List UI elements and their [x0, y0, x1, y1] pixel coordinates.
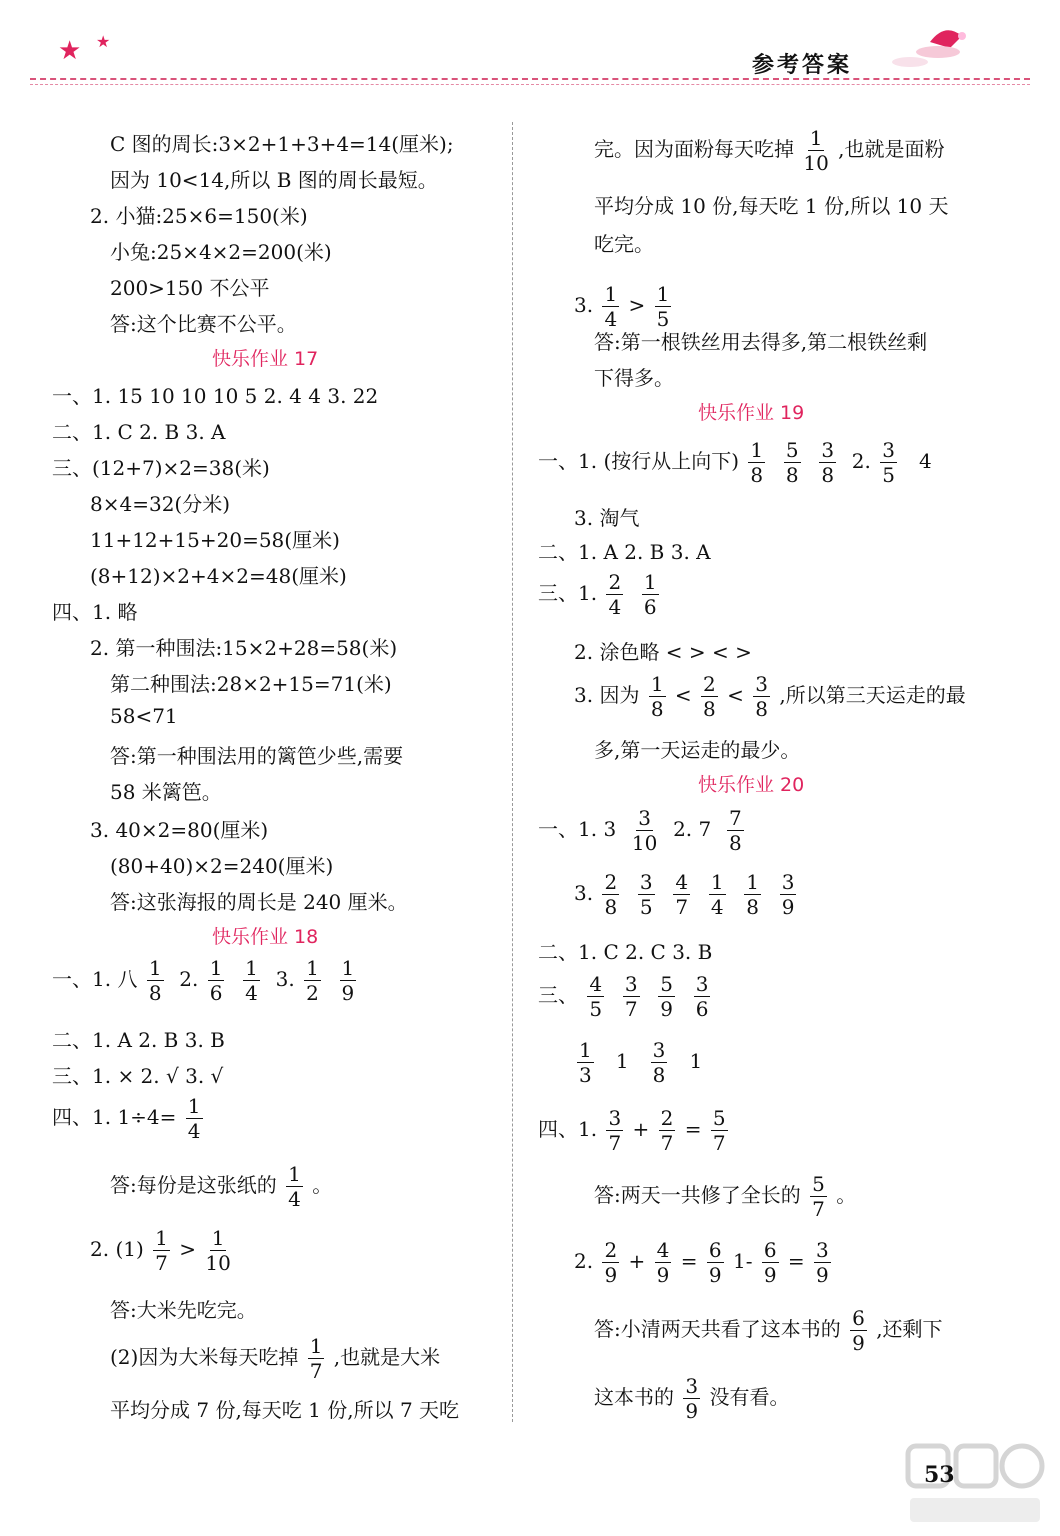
fraction: [602, 1240, 619, 1285]
fraction-denominator: 5: [639, 895, 653, 919]
fraction: [753, 674, 770, 719]
fraction: [587, 974, 604, 1019]
page-number: 53: [924, 1462, 955, 1488]
fraction-numerator: 1: [579, 1038, 592, 1062]
fraction-numerator: 1: [604, 282, 618, 306]
answer-line: [574, 1240, 834, 1285]
answer-text: 2. 7: [673, 817, 712, 841]
answer-text: 这本书的: [594, 1385, 674, 1409]
fraction: [623, 974, 640, 1019]
fraction-denominator: 9: [685, 1399, 699, 1423]
fraction-numerator: 5: [712, 1106, 726, 1130]
fraction-numerator: 1: [710, 870, 724, 894]
answer-line: [594, 1174, 856, 1219]
answer-text: 3.: [275, 967, 295, 991]
answer-text: (2)因为大米每天吃掉: [110, 1345, 299, 1369]
fraction: [602, 872, 619, 917]
answer-line: [574, 284, 674, 329]
fraction-denominator: 6: [695, 997, 709, 1021]
answer-line: 58 米篱笆。: [110, 780, 222, 804]
answer-text: 1: [689, 1049, 703, 1073]
fraction-numerator: 1: [309, 1334, 323, 1358]
answer-line: 答:这张海报的周长是 240 厘米。: [110, 890, 408, 914]
fraction-numerator: 4: [589, 972, 603, 996]
answer-line: 58<71: [110, 704, 178, 728]
fraction: [784, 440, 801, 485]
answer-line: [594, 1308, 943, 1353]
answer-line: [594, 1376, 789, 1421]
answer-line: 答:第一根铁丝用去得多,第二根铁丝剩: [594, 330, 928, 354]
fraction-denominator: 9: [604, 1263, 618, 1287]
fraction-denominator: 8: [755, 697, 768, 721]
fraction: [606, 1108, 623, 1153]
section-heading: 快乐作业 17: [212, 348, 319, 370]
fraction: [819, 440, 836, 485]
fraction-numerator: 3: [638, 806, 651, 830]
fraction-denominator: 8: [785, 463, 799, 487]
answer-line: [538, 974, 713, 1019]
fraction-numerator: 3: [624, 972, 638, 996]
fraction: [659, 1108, 676, 1153]
santa-decoration-icon: [890, 22, 980, 72]
star-decoration-icon: ★ ★: [58, 32, 111, 66]
answer-line: [52, 1096, 206, 1141]
answer-line: 2. 小猫:25×6=150(米): [90, 204, 308, 228]
fraction-numerator: 1: [148, 956, 162, 980]
fraction: [243, 958, 260, 1003]
answer-text: >: [628, 293, 646, 317]
answer-text: 1-: [732, 1249, 753, 1273]
answer-line: 8×4=32(分米): [90, 492, 231, 516]
fraction-denominator: 9: [816, 1263, 829, 1287]
fraction-numerator: 5: [785, 438, 799, 462]
fraction: [748, 440, 765, 485]
fraction-denominator: 8: [821, 463, 835, 487]
answer-line: 二、1. A 2. B 3. A: [538, 540, 711, 564]
answer-line: 2. 涂色略 < > < >: [574, 640, 752, 664]
answer-text: <: [674, 683, 692, 707]
answer-text: >: [179, 1237, 196, 1261]
fraction: [577, 1040, 594, 1085]
answer-line: 答:这个比赛不公平。: [110, 312, 297, 336]
fraction: [709, 872, 726, 917]
answer-text: 2.: [574, 1249, 594, 1273]
fraction-denominator: 8: [652, 1063, 666, 1087]
fraction-denominator: 9: [656, 1263, 670, 1287]
fraction-denominator: 9: [763, 1263, 777, 1287]
fraction-numerator: 3: [608, 1106, 622, 1130]
fraction: [880, 440, 897, 485]
fraction-numerator: 6: [763, 1238, 777, 1262]
fraction-numerator: 1: [209, 956, 223, 980]
fraction-numerator: 6: [852, 1306, 865, 1330]
fraction: [658, 974, 675, 1019]
fraction: [632, 808, 657, 853]
answer-line: (80+40)×2=240(厘米): [110, 854, 334, 878]
fraction-numerator: 6: [708, 1238, 722, 1262]
answer-text: 一、1. (按行从上向下): [538, 449, 740, 473]
fraction-denominator: 6: [643, 595, 657, 619]
answer-text: 。: [312, 1173, 333, 1197]
fraction-numerator: 4: [675, 870, 689, 894]
fraction: [606, 572, 623, 617]
fraction-numerator: 3: [882, 438, 895, 462]
column-divider: [512, 122, 513, 1422]
fraction-numerator: 3: [652, 1038, 666, 1062]
fraction: [655, 284, 672, 329]
answer-text: 一、1. 八: [52, 967, 138, 991]
fraction: [208, 958, 225, 1003]
fraction-denominator: 10: [205, 1251, 231, 1275]
answer-text: 答:两天一共修了全长的: [594, 1183, 801, 1207]
fraction-denominator: 7: [712, 1131, 726, 1155]
answer-line: 一、1. 15 10 10 10 5 2. 4 4 3. 22: [52, 384, 379, 408]
fraction-denominator: 10: [631, 831, 658, 855]
answer-line: 11+12+15+20=58(厘米): [90, 528, 340, 552]
answer-text: +: [632, 1117, 650, 1141]
fraction-numerator: 7: [728, 806, 742, 830]
fraction-numerator: 1: [750, 438, 764, 462]
answer-text: 三、: [538, 983, 578, 1007]
answer-text: 四、1.: [538, 1117, 598, 1141]
header-divider: [30, 78, 1030, 80]
fraction-denominator: 4: [604, 307, 618, 331]
answer-line: [574, 1040, 702, 1085]
fraction-denominator: 4: [608, 595, 622, 619]
answer-line: [538, 808, 747, 853]
answer-text: 3.: [574, 881, 594, 905]
fraction-numerator: 5: [812, 1172, 825, 1196]
answer-text: =: [680, 1249, 698, 1273]
fraction-denominator: 8: [650, 697, 664, 721]
fraction: [701, 674, 718, 719]
header-divider-secondary: [30, 84, 1030, 85]
fraction: [649, 674, 666, 719]
answer-line: [110, 1164, 332, 1209]
answer-line: 200>150 不公平: [110, 276, 270, 300]
fraction: [694, 974, 711, 1019]
answer-text: =: [684, 1117, 702, 1141]
fraction-denominator: 5: [589, 997, 603, 1021]
answer-line: [594, 128, 945, 173]
answer-text: ,还剩下: [876, 1317, 943, 1341]
fraction-denominator: 7: [675, 895, 689, 919]
answer-line: 答:大米先吃完。: [110, 1298, 257, 1322]
answer-line: 2. 第一种围法:15×2+28=58(米): [90, 636, 398, 660]
answer-line: 第二种围法:28×2+15=71(米): [110, 672, 392, 696]
fraction-denominator: 6: [209, 981, 223, 1005]
answer-text: ,也就是面粉: [838, 137, 945, 161]
answer-text: 1: [615, 1049, 629, 1073]
answer-line: [52, 958, 359, 1003]
fraction-denominator: 3: [579, 1063, 592, 1087]
answer-line: 答:第一种围法用的篱笆少些,需要: [110, 744, 404, 768]
answer-line: C 图的周长:3×2+1+3+4=14(厘米);: [110, 132, 454, 156]
answer-line: [538, 440, 932, 485]
fraction: [814, 1240, 831, 1285]
answer-text: 3. 因为: [574, 683, 640, 707]
fraction-denominator: 5: [656, 307, 670, 331]
fraction-numerator: 1: [650, 672, 664, 696]
answer-text: 一、1. 3: [538, 817, 617, 841]
fraction-denominator: 8: [604, 895, 618, 919]
answer-text: ,也就是大米: [333, 1345, 441, 1369]
fraction: [850, 1308, 867, 1353]
fraction-denominator: 9: [781, 895, 795, 919]
fraction-numerator: 3: [695, 972, 709, 996]
fraction-numerator: 4: [656, 1238, 670, 1262]
watermark-logo-icon: [900, 1440, 1050, 1530]
answer-text: ,所以第三天运走的最: [779, 683, 966, 707]
fraction-denominator: 9: [660, 997, 673, 1021]
fraction-numerator: 1: [656, 282, 670, 306]
fraction-numerator: 1: [187, 1094, 201, 1118]
answer-line: 吃完。: [594, 232, 654, 256]
answer-line: 二、1. A 2. B 3. B: [52, 1028, 225, 1052]
answer-text: 四、1. 1÷4=: [52, 1105, 177, 1129]
answer-text: <: [727, 683, 744, 707]
answer-line: 二、1. C 2. C 3. B: [538, 940, 713, 964]
fraction-numerator: 3: [685, 1374, 699, 1398]
answer-line: 下得多。: [594, 366, 674, 390]
fraction: [651, 1040, 668, 1085]
fraction-numerator: 1: [746, 870, 759, 894]
fraction-numerator: 1: [809, 126, 823, 150]
fraction-numerator: 1: [288, 1162, 301, 1186]
fraction-numerator: 1: [245, 956, 258, 980]
fraction-denominator: 4: [187, 1119, 201, 1143]
answer-text: 3.: [574, 293, 594, 317]
answer-line: [538, 572, 662, 617]
fraction: [810, 1174, 827, 1219]
fraction: [147, 958, 164, 1003]
fraction-denominator: 4: [245, 981, 258, 1005]
fraction-numerator: 2: [604, 1238, 618, 1262]
fraction-denominator: 7: [812, 1197, 825, 1221]
answer-text: =: [787, 1249, 805, 1273]
fraction: [780, 872, 797, 917]
fraction-denominator: 9: [708, 1263, 722, 1287]
fraction-denominator: 2: [306, 981, 319, 1005]
fraction: [762, 1240, 779, 1285]
answer-line: (8+12)×2+4×2=48(厘米): [90, 564, 347, 588]
fraction-numerator: 1: [341, 956, 355, 980]
fraction-denominator: 8: [148, 981, 162, 1005]
fraction: [340, 958, 357, 1003]
answer-text: 答:小清两天共看了这本书的: [594, 1317, 841, 1341]
answer-line: [574, 674, 966, 719]
fraction: [308, 1336, 325, 1381]
fraction-numerator: 3: [781, 870, 795, 894]
section-heading: 快乐作业 19: [698, 402, 805, 424]
fraction: [744, 872, 761, 917]
answer-text: +: [628, 1249, 646, 1273]
fraction-numerator: 3: [755, 672, 768, 696]
fraction-numerator: 3: [816, 1238, 829, 1262]
fraction: [153, 1228, 170, 1273]
answer-line: 多,第一天运走的最少。: [594, 738, 801, 762]
answer-line: [110, 1336, 440, 1381]
fraction: [304, 958, 321, 1003]
answer-line: 二、1. C 2. B 3. A: [52, 420, 226, 444]
fraction-denominator: 5: [882, 463, 895, 487]
header-title: 参考答案: [752, 53, 853, 78]
fraction-denominator: 7: [155, 1251, 168, 1275]
answer-text: 答:每份是这张纸的: [110, 1173, 277, 1197]
fraction: [602, 284, 619, 329]
fraction: [673, 872, 690, 917]
fraction: [803, 128, 828, 173]
fraction-numerator: 1: [155, 1226, 168, 1250]
fraction: [727, 808, 744, 853]
fraction-denominator: 8: [746, 895, 759, 919]
fraction-numerator: 1: [643, 570, 657, 594]
answer-line: 3. 淘气: [574, 506, 640, 530]
fraction: [642, 572, 659, 617]
fraction-numerator: 5: [660, 972, 673, 996]
fraction-numerator: 3: [639, 870, 653, 894]
section-heading: 快乐作业 18: [212, 926, 319, 948]
fraction: [286, 1164, 303, 1209]
answer-line: 因为 10<14,所以 B 图的周长最短。: [110, 168, 438, 192]
fraction-denominator: 4: [710, 895, 724, 919]
fraction-denominator: 7: [608, 1131, 622, 1155]
fraction-denominator: 4: [288, 1187, 301, 1211]
section-heading: 快乐作业 20: [698, 774, 805, 796]
answer-text: 三、1.: [538, 581, 598, 605]
answer-text: 2. (1): [90, 1237, 144, 1261]
fraction-denominator: 7: [624, 997, 638, 1021]
answer-line: [538, 1108, 731, 1153]
fraction-numerator: 2: [703, 672, 716, 696]
fraction-numerator: 2: [608, 570, 622, 594]
fraction: [711, 1108, 728, 1153]
answer-line: [574, 872, 799, 917]
answer-text: 2.: [179, 967, 199, 991]
answer-line: [90, 1228, 234, 1273]
answer-line: 四、1. 略: [52, 600, 138, 624]
answer-line: 三、1. × 2. √ 3. √: [52, 1064, 224, 1088]
fraction-numerator: 1: [211, 1226, 225, 1250]
fraction-denominator: 9: [852, 1331, 865, 1355]
fraction-denominator: 7: [309, 1359, 323, 1383]
fraction-denominator: 9: [341, 981, 355, 1005]
fraction-numerator: 2: [660, 1106, 674, 1130]
fraction: [638, 872, 655, 917]
fraction-denominator: 10: [803, 151, 829, 175]
answer-text: 4: [919, 449, 932, 473]
answer-line: 平均分成 10 份,每天吃 1 份,所以 10 天: [594, 194, 949, 218]
fraction-denominator: 8: [703, 697, 716, 721]
answer-line: 三、(12+7)×2=38(米): [52, 456, 270, 480]
fraction-denominator: 8: [728, 831, 742, 855]
fraction: [655, 1240, 672, 1285]
answer-text: 。: [836, 1183, 857, 1207]
fraction-denominator: 8: [750, 463, 764, 487]
fraction-denominator: 7: [660, 1131, 674, 1155]
answer-text: 2.: [851, 449, 871, 473]
fraction: [683, 1376, 700, 1421]
fraction: [707, 1240, 724, 1285]
answer-line: 平均分成 7 份,每天吃 1 份,所以 7 天吃: [110, 1398, 460, 1422]
fraction-numerator: 3: [821, 438, 835, 462]
fraction-numerator: 2: [604, 870, 618, 894]
fraction: [186, 1096, 203, 1141]
answer-line: 3. 40×2=80(厘米): [90, 818, 269, 842]
answer-text: 没有看。: [709, 1385, 790, 1409]
fraction: [205, 1228, 230, 1273]
fraction-numerator: 1: [306, 956, 319, 980]
answer-line: 小兔:25×4×2=200(米): [110, 240, 332, 264]
answer-text: 完。因为面粉每天吃掉: [594, 137, 794, 161]
